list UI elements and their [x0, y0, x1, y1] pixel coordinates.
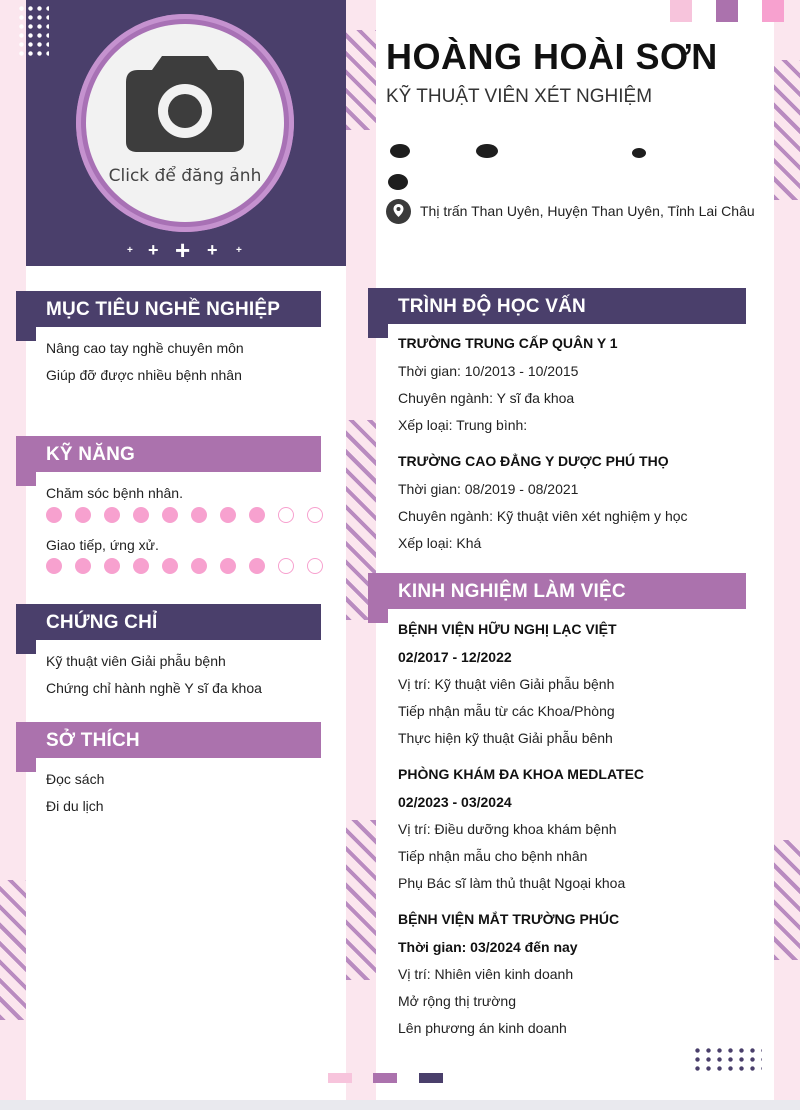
- skill-rating: [46, 507, 323, 523]
- bottom-decor-bar: [419, 1073, 443, 1083]
- objective-line[interactable]: Nâng cao tay nghề chuyên môn: [46, 340, 244, 356]
- school-name[interactable]: TRƯỜNG TRUNG CẤP QUÂN Y 1: [398, 335, 618, 351]
- job-company[interactable]: BỆNH VIỆN HỮU NGHỊ LẠC VIỆT: [398, 621, 617, 637]
- job-period[interactable]: 02/2023 - 03/2024: [398, 794, 512, 810]
- bottom-decor-bar: [373, 1073, 397, 1083]
- section-title: KỸ NĂNG: [46, 444, 136, 465]
- skill-dot: [104, 558, 120, 574]
- bottom-margin: [0, 1100, 800, 1110]
- skill-dot: [46, 558, 62, 574]
- skill-dot: [46, 507, 62, 523]
- school-time[interactable]: Thời gian: 08/2019 - 08/2021: [398, 481, 579, 497]
- skill-dot: [133, 507, 149, 523]
- school-grade[interactable]: Xếp loại: Khá: [398, 535, 482, 551]
- job-company[interactable]: BỆNH VIỆN MẮT TRƯỜNG PHÚC: [398, 911, 620, 927]
- job-detail[interactable]: Tiếp nhận mẫu từ các Khoa/Phòng: [398, 703, 615, 719]
- skill-dot: [75, 507, 91, 523]
- job-detail[interactable]: Vị trí: Kỹ thuật viên Giải phẫu bệnh: [398, 676, 615, 692]
- camera-icon[interactable]: [124, 52, 246, 154]
- hobby-line[interactable]: Đọc sách: [46, 771, 105, 787]
- decor-stripes: [774, 840, 800, 960]
- skill-dot: [191, 507, 207, 523]
- section-title: MỤC TIÊU NGHỀ NGHIỆP: [46, 299, 281, 320]
- decor-plus: +: [207, 240, 218, 260]
- decor-stripes: [346, 820, 376, 980]
- job-detail[interactable]: Vị trí: Điều dưỡng khoa khám bệnh: [398, 821, 617, 837]
- decor-stripes: [346, 30, 376, 130]
- certificate-line[interactable]: Chứng chỉ hành nghề Y sĩ đa khoa: [46, 680, 262, 696]
- skill-dot: [104, 507, 120, 523]
- skill-dot: [249, 507, 265, 523]
- decor-stripes: [774, 60, 800, 200]
- hidden-contact-icon: [390, 144, 410, 158]
- hidden-contact-icon: [388, 174, 408, 190]
- photo-upload-caption[interactable]: Click để đăng ảnh: [108, 166, 262, 186]
- school-major[interactable]: Chuyên ngành: Kỹ thuật viên xét nghiệm y học: [398, 508, 688, 524]
- section-title: TRÌNH ĐỘ HỌC VẤN: [398, 296, 586, 317]
- hobby-line[interactable]: Đi du lịch: [46, 798, 104, 814]
- location-pin-icon: [386, 199, 411, 224]
- decor-plus: +: [236, 245, 242, 256]
- hidden-contact-icon: [632, 148, 646, 158]
- candidate-name[interactable]: HOÀNG HOÀI SƠN: [386, 36, 718, 77]
- decor-dots: [692, 1046, 762, 1072]
- job-company[interactable]: PHÒNG KHÁM ĐA KHOA MEDLATEC: [398, 766, 645, 782]
- job-period[interactable]: 02/2017 - 12/2022: [398, 649, 512, 665]
- skill-dot: [278, 558, 294, 574]
- school-time[interactable]: Thời gian: 10/2013 - 10/2015: [398, 363, 579, 379]
- certificate-line[interactable]: Kỹ thuật viên Giải phẫu bệnh: [46, 653, 226, 669]
- skill-dot: [191, 558, 207, 574]
- skill-dot: [75, 558, 91, 574]
- job-detail[interactable]: Phụ Bác sĩ làm thủ thuật Ngoại khoa: [398, 875, 626, 891]
- skill-dot: [278, 507, 294, 523]
- section-title: CHỨNG CHỈ: [46, 612, 158, 633]
- job-detail[interactable]: Mở rộng thị trường: [398, 993, 516, 1009]
- skill-dot: [220, 507, 236, 523]
- skill-dot: [307, 507, 323, 523]
- skill-name[interactable]: Chăm sóc bệnh nhân.: [46, 485, 183, 501]
- candidate-title[interactable]: KỸ THUẬT VIÊN XÉT NGHIỆM: [386, 86, 653, 107]
- skill-dot: [249, 558, 265, 574]
- school-grade[interactable]: Xếp loại: Trung bình:: [398, 417, 528, 433]
- job-detail[interactable]: Tiếp nhận mẫu cho bệnh nhân: [398, 848, 588, 864]
- skill-dot: [307, 558, 323, 574]
- job-detail[interactable]: Vị trí: Nhiên viên kinh doanh: [398, 966, 574, 982]
- section-title: SỞ THÍCH: [46, 730, 140, 751]
- hidden-contact-icon: [476, 144, 498, 158]
- job-detail[interactable]: Thực hiện kỹ thuật Giải phẫu bênh: [398, 730, 613, 746]
- school-name[interactable]: TRƯỜNG CAO ĐẲNG Y DƯỢC PHÚ THỌ: [398, 453, 669, 469]
- skill-dot: [133, 558, 149, 574]
- job-period[interactable]: Thời gian: 03/2024 đến nay: [398, 939, 578, 955]
- skill-name[interactable]: Giao tiếp, ứng xử.: [46, 537, 159, 553]
- objective-line[interactable]: Giúp đỡ được nhiều bệnh nhân: [46, 367, 242, 383]
- decor-plus: +: [127, 245, 133, 256]
- address-text[interactable]: Thị trấn Than Uyên, Huyện Than Uyên, Tỉnh Lai Châu: [420, 203, 755, 219]
- decor-plus: +: [148, 240, 159, 260]
- skill-dot: [162, 507, 178, 523]
- decor-plus: +: [175, 235, 191, 265]
- skill-dot: [162, 558, 178, 574]
- job-detail[interactable]: Lên phương án kinh doanh: [398, 1020, 567, 1036]
- section-title: KINH NGHIỆM LÀM VIỆC: [398, 581, 626, 602]
- school-major[interactable]: Chuyên ngành: Y sĩ đa khoa: [398, 390, 575, 406]
- skill-dot: [220, 558, 236, 574]
- decor-dots: [17, 4, 49, 58]
- decor-stripes: [0, 880, 26, 1020]
- bottom-decor-bar: [328, 1073, 352, 1083]
- skill-rating: [46, 558, 323, 574]
